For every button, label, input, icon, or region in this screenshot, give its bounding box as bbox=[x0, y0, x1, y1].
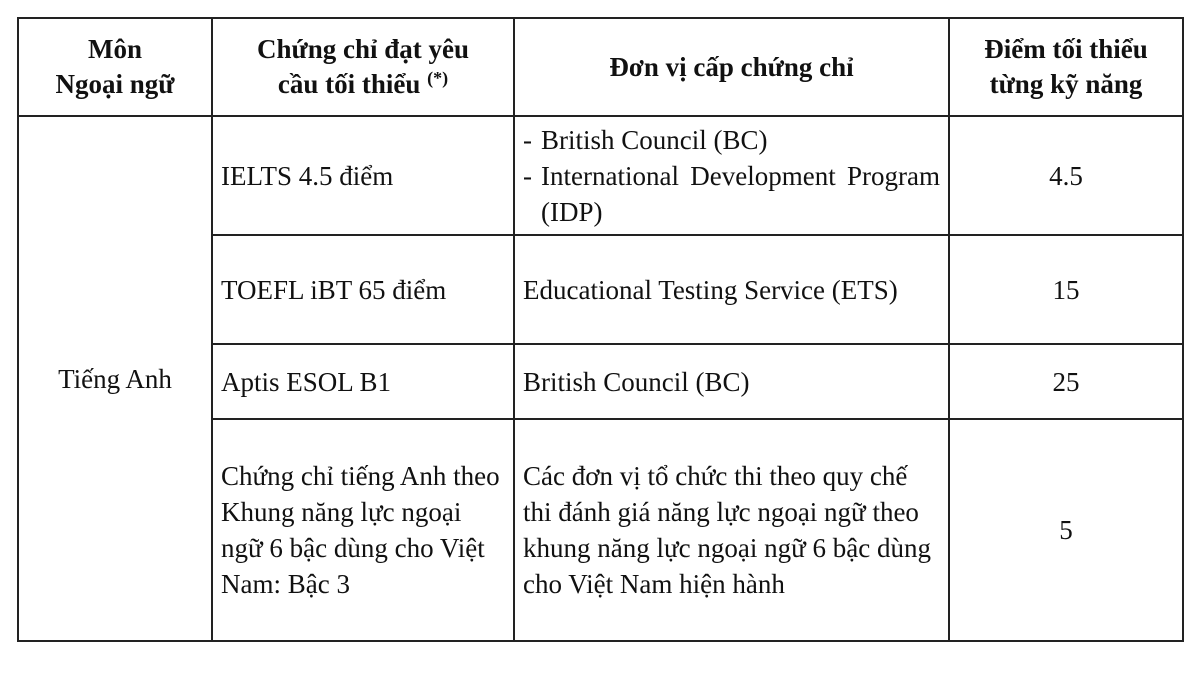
header-min-score-line-1: Điểm tối thiểu bbox=[984, 34, 1148, 64]
issuer-item-idp-wrap bbox=[541, 161, 940, 227]
header-certificate-line-1: Chứng chỉ đạt yêu bbox=[257, 34, 469, 64]
header-subject bbox=[18, 18, 212, 116]
certificate-cell: TOEFL iBT 65 điểm bbox=[212, 235, 514, 344]
issuer-cell bbox=[514, 116, 949, 235]
issuer-item-idp-part-1: International Development bbox=[541, 160, 836, 191]
certificate-cell: Aptis ESOL B1 bbox=[212, 344, 514, 419]
issuer-item-idp-part-2: Program (IDP) bbox=[541, 160, 940, 227]
min-score-cell: 4.5 bbox=[949, 116, 1183, 235]
table-row bbox=[18, 116, 1183, 235]
header-certificate bbox=[212, 18, 514, 116]
issuer-item-idp bbox=[523, 158, 940, 230]
header-issuer: Đơn vị cấp chứng chỉ bbox=[514, 18, 949, 116]
header-certificate-footnote-mark: (*) bbox=[427, 68, 449, 88]
issuer-item-bc: - British Council (BC) bbox=[523, 122, 940, 158]
header-certificate-line-2: cầu tối thiểu bbox=[277, 69, 421, 99]
header-min-score-line-2: từng kỹ năng bbox=[989, 69, 1143, 99]
header-row bbox=[18, 18, 1183, 116]
issuer-list bbox=[523, 122, 940, 230]
min-score-cell: 5 bbox=[949, 419, 1183, 641]
header-subject-line-2: Ngoại ngữ bbox=[55, 69, 175, 99]
certificate-cell: Chứng chỉ tiếng Anh theo Khung năng lực ngoại ngữ 6 bậc dùng cho Việt Nam: Bậc 3 bbox=[212, 419, 514, 641]
certificate-requirements-table bbox=[17, 17, 1184, 642]
min-score-cell: 25 bbox=[949, 344, 1183, 419]
subject-cell: Tiếng Anh bbox=[18, 116, 212, 641]
issuer-cell: British Council (BC) bbox=[514, 344, 949, 419]
header-min-score bbox=[949, 18, 1183, 116]
issuer-cell: Educational Testing Service (ETS) bbox=[514, 235, 949, 344]
min-score-cell: 15 bbox=[949, 235, 1183, 344]
header-certificate-line-2-wrap bbox=[221, 67, 505, 102]
certificate-cell: IELTS 4.5 điểm bbox=[212, 116, 514, 235]
header-subject-line-1: Môn bbox=[88, 34, 142, 64]
issuer-cell: Các đơn vị tổ chức thi theo quy chế thi đánh giá năng lực ngoại ngữ theo khung năng lực ngoại ngữ 6 bậc dùng cho Việt Nam hiện hành bbox=[514, 419, 949, 641]
